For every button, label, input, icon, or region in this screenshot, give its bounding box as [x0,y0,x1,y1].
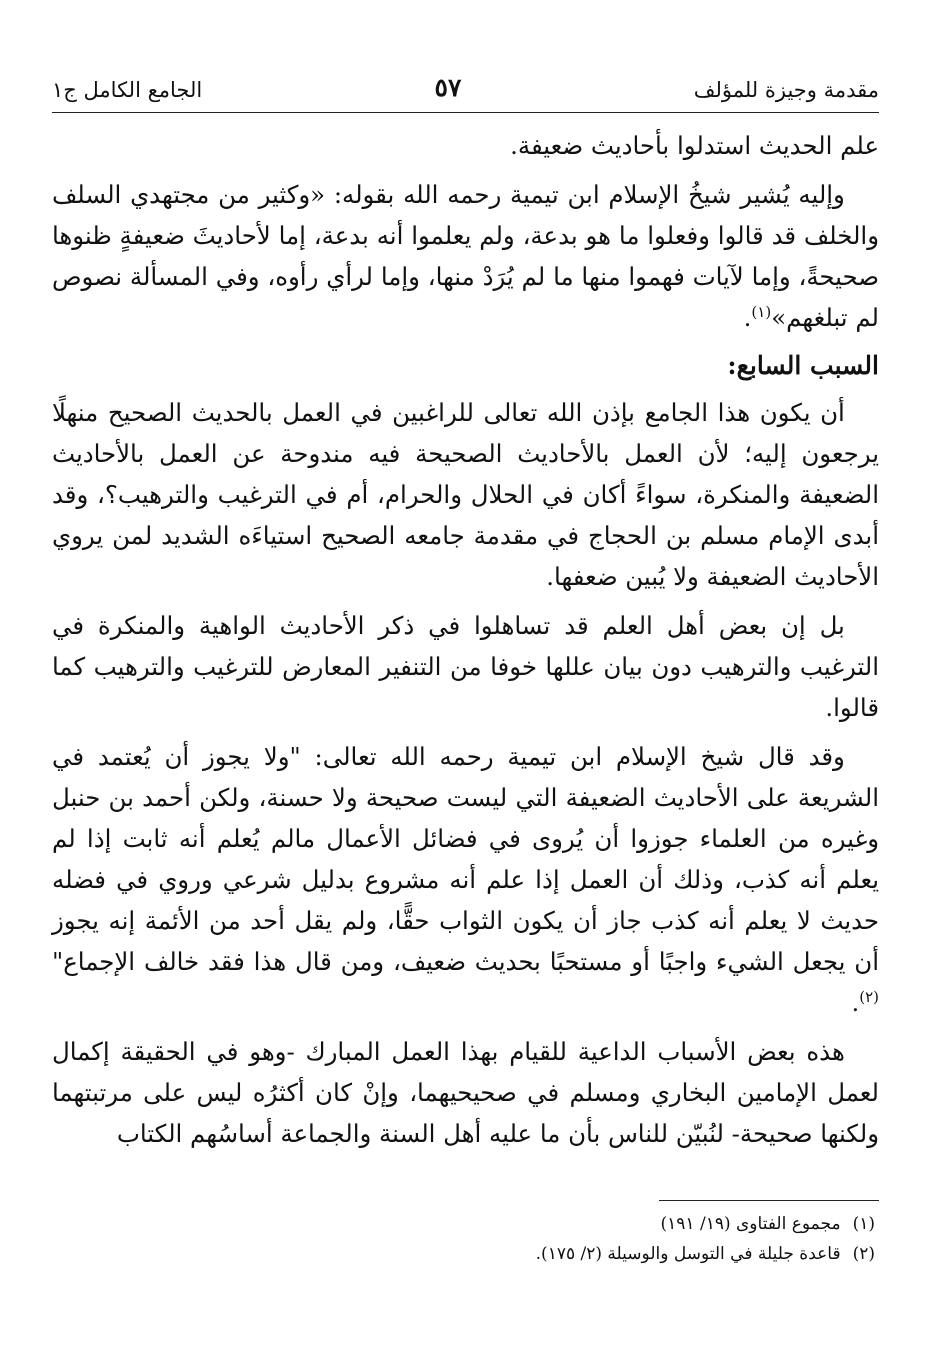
paragraph-3: أن يكون هذا الجامع بإذن الله تعالى للراغبين في العمل بالحديث الصحيح منهلًا يرجعون إليه؛ لأن العمل بالأحاديث الصحيحة فيه مندوحة عن العمل بالأحاديث الضعيفة والمنكرة، سواءً أكان في الحلال والحرام، أم في الترغيب والترهيب؟، وقد أبدى الإمام مسلم بن الحجاج في مقدمة جامعه الصحيح استياءَه الشديد لمن يروي الأحاديث الضعيفة ولا يُبين ضعفها. [52,398,879,591]
footnote-2-text: قاعدة جليلة في التوسل والوسيلة (٢/ ١٧٥). [535,1244,841,1264]
footnote-ref-2[interactable]: (٢) [859,987,879,1006]
footnote-ref-1[interactable]: (١) [751,302,772,321]
page-number: ٥٧ [434,73,462,102]
book-page [52,58,879,1348]
footnotes [52,1209,879,1269]
paragraph-4: بل إن بعض أهل العلم قد تساهلوا في ذكر الأحاديث الواهية والمنكرة في الترغيب والترهيب دون بيان عللها خوفا من التنفير المعارض للترغيب والترهيب كما قالوا. [52,611,879,722]
quote-ibn-taymiyya-2: وقد قال شيخ الإسلام ابن تيمية رحمه الله تعالى: "ولا يجوز أن يُعتمد في الشريعة على الأحاديث الضعيفة التي ليست صحيحة ولا حسنة، ولكن أحمد بن حنبل وغيره من العلماء جوزوا أن يُروى في فضائل الأعمال مالم يُعلم أنه ثابت إذا لم يعلم أنه كذب، وذلك أن العمل إذا علم أنه مشروع بدليل شرعي وروي في فضله حديث لا يعلم أنه كذب جاز أن يكون الثواب حقًّا، ولم يقل أحد من الأئمة إنه يجوز أن يجعل الشيء واجبًا أو مستحبًا بحديث ضعيف، ومن قال هذا فقد خالف الإجماع" [52,742,879,976]
page-body [52,125,879,1154]
sentence-end-1: . [743,303,752,332]
header-rule [52,112,879,113]
footnote-1 [52,1209,879,1239]
header-book-title: الجامع الكامل ج١ [52,78,203,102]
section-heading: السبب السابع: [727,351,879,380]
footnote-rule [659,1200,879,1201]
running-header [52,58,879,102]
quote-ibn-taymiyya-1: وإليه يُشير شيخُ الإسلام ابن تيمية رحمه الله بقوله: «وكثير من مجتهدي السلف والخلف قد قالوا وفعلوا ما هو بدعة، ولم يعلموا أنه بدعة، إما لأحاديثَ ضعيفةٍ ظنوها صحيحةً، وإما لآيات فهموا منها ما لم يُرَدْ منها، وإما لرأي رأوه، وفي المسألة نصوص لم تبلغهم» [52,180,879,332]
header-chapter-title: مقدمة وجيزة للمؤلف [693,78,879,102]
footnote-1-number: (١) [852,1214,875,1234]
footnote-2-number: (٢) [852,1244,875,1264]
paragraph-6: هذه بعض الأسباب الداعية للقيام بهذا العمل المبارك -وهو في الحقيقة إكمال لعمل الإمامين البخاري ومسلم في صحيحيهما، وإنْ كان أكثرُه ليس على مرتبتهما ولكنها صحيحة- لنُبيّن للناس بأن ما عليه أهل السنة والجماعة أساسُهم الكتاب [52,1037,879,1148]
paragraph-5 [52,736,879,1023]
footnote-2 [52,1239,879,1269]
paragraph-2 [52,174,879,338]
footnote-1-text: مجموع الفتاوى (١٩/ ١٩١) [660,1214,841,1234]
paragraph-1: علم الحديث استدلوا بأحاديث ضعيفة. [510,131,879,160]
sentence-end-2: . [851,988,860,1017]
